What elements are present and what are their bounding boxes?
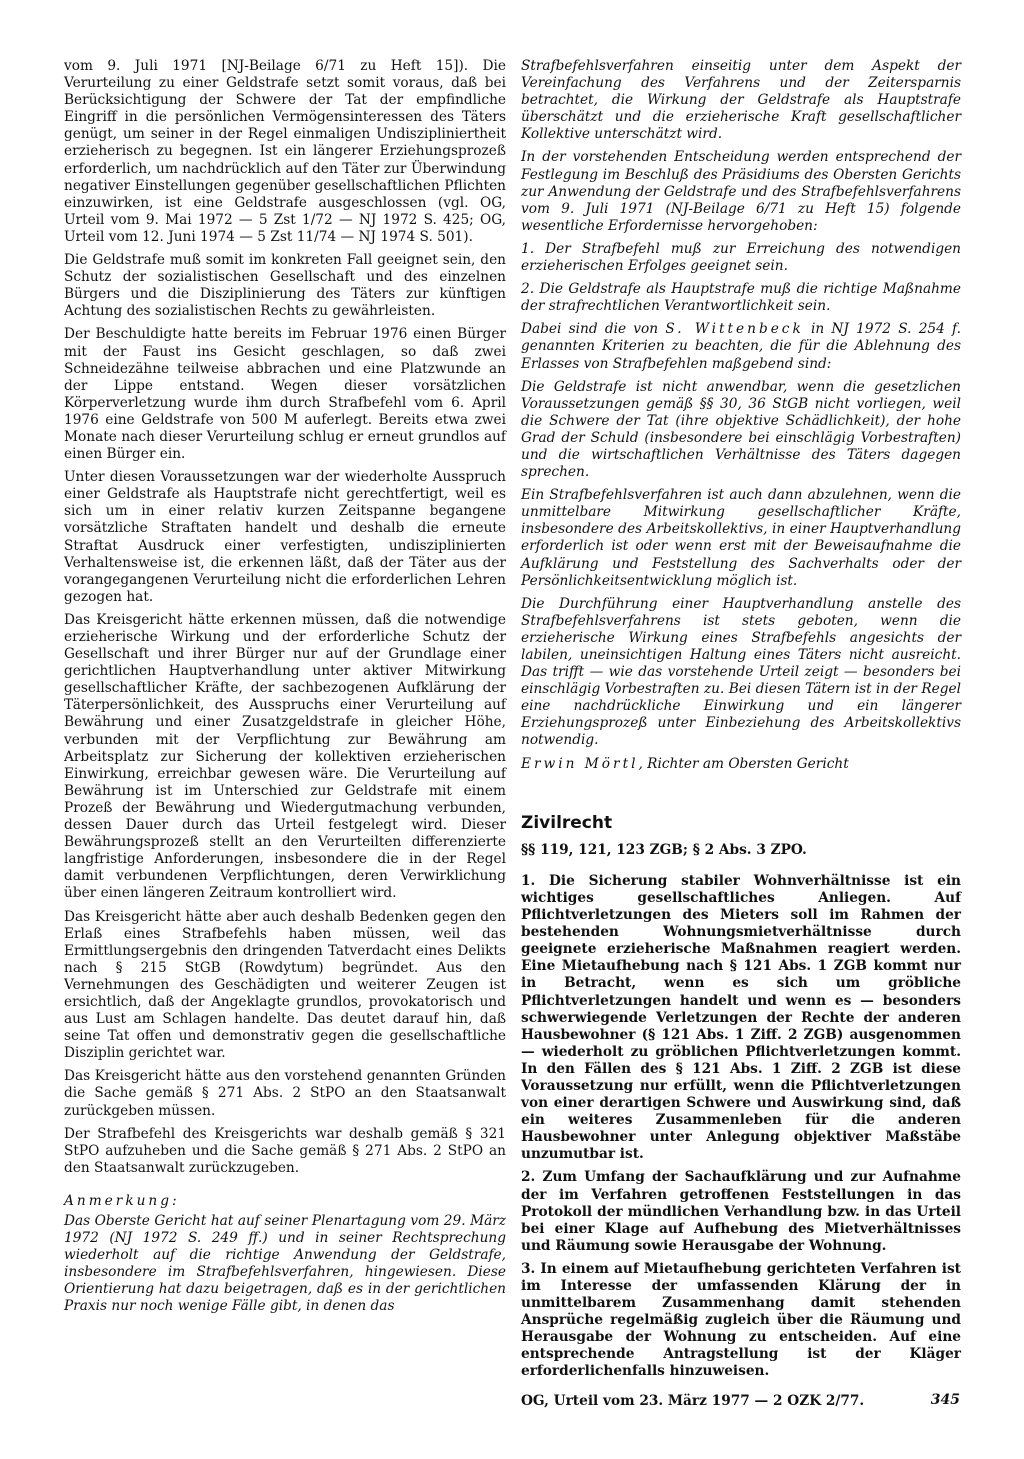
page-number: 345 (930, 1392, 960, 1408)
annotation-text: In der vorstehenden Entscheidung werden entsprechend der Festlegung im Beschluß des Präsidiums des Obersten Gerichts zur Anwendung der Geldstrafe und des Strafbefehlsverfahrens vom 9. Juli 1971 (NJ-Beilage 6/71 zu Heft 15) folgende wesentliche Erfordernisse hervorgehoben: (521, 149, 961, 234)
text-fragment: Dabei sind die von (521, 321, 666, 338)
paragraph: Unter diesen Voraussetzungen war der wiederholte Ausspruch einer Geldstrafe als Hauptstrafe nicht gerechtfertigt, weil es sich um in einer relativ kurzen Zeitspanne begangene vorsätzliche Straftaten handelt und deshalb die erneute Straftat Ausdruck einer verfestigten, undisziplinierten Verhaltensweise ist, die erkennen läßt, daß der Täter aus der vorangegangenen Verurteilung nicht die erforderlichen Lehren gezogen hat. (64, 469, 506, 605)
annotation-text: Das Oberste Gericht hat auf seiner Plenartagung vom 29. März 1972 (NJ 1972 S. 249 ff.) und in seiner Rechtsprechung wiederholt auf die richtige Anwendung der Geldstrafe, insbesondere im Strafbefehlsverfahren, hingewiesen. Diese Orientierung hat dazu beigetragen, daß es in der gerichtlichen Praxis nur noch wenige Fälle gibt, in denen das (64, 1213, 506, 1315)
paragraph: Die Geldstrafe muß somit im konkreten Fall geeignet sein, den Schutz der sozialistischen Gesellschaft und des einzelnen Bürgers und die Disziplinierung des Täters zur künftigen Achtung des sozialistischen Rechts zu gewährleisten. (64, 252, 506, 320)
headnote: 3. In einem auf Mietaufhebung gerichteten Verfahren ist im Interesse der umfassenden Klärung der in unmittelbarem Zusammenhang damit stehenden Ansprüche regelmäßig zugleich über die Räumung und Herausgabe der Wohnung zu entscheiden. Auf eine entsprechende Antragstellung ist der Kläger erforderlichenfalls hinzuweisen. (521, 1260, 961, 1380)
annotation-text: Die Durchführung einer Hauptverhandlung anstelle des Strafbefehlsverfahrens ist stets geboten, wenn die erzieherische Wirkung eines Strafbefehls angesichts der labilen, uneinsichtigen Haltung eines Täters nicht ausreicht. Das trifft — wie das vorstehende Urteil zeigt — besonders bei einschlägig Vorbestraften zu. Bei diesen Tätern ist in der Regel eine nachdrückliche Einwirkung und ein längerer Erziehungsprozeß unter Einbeziehung des Arbeitskollektivs notwendig. (521, 595, 961, 749)
annotation-text: Strafbefehlsverfahren einseitig unter dem Aspekt der Vereinfachung des Verfahrens und der Zeitersparnis betrachtet, die Wirkung der Geldstrafe als Hauptstrafe überschätzt und die erzieherische Kraft gesellschaftlicher Kollektive unterschätzt wird. (521, 58, 961, 143)
paragraph: Das Kreisgericht hätte erkennen müssen, daß die notwendige erzieherische Wirkung und der erforderliche Schutz der Gesellschaft und ihrer Bürger nur auf der Grundlage einer gerichtlichen Hauptverhandlung unter aktiver Mitwirkung gesellschaftlicher Kräfte, der sachbezogenen Aufklärung der Täterpersönlichkeit, des Ausspruchs einer Verurteilung auf Bewährung und einer Zusatzgeldstrafe in gleicher Höhe, verbunden mit der Verpflichtung zur Bewährung am Arbeitsplatz zur Sicherung der kollektiven erzieherischen Einwirkung, erreichbar gewesen wäre. Die Verurteilung auf Bewährung ist im Unterschied zur Geldstrafe mit einem Prozeß der Bewährung und Wiedergutmachung verbunden, dessen Dauer durch das Urteil festgelegt wird. Dieser Bewährungsprozeß stellt an den Verurteilten differenzierte langfristige Anforderungen, insbesondere die in der Regel damit verbundenen Verpflichtungen, deren Verwirklichung über einen längeren Zeitraum kontrolliert wird. (64, 611, 506, 902)
statute-references: §§ 119, 121, 123 ZGB; § 2 Abs. 3 ZPO. (521, 841, 807, 858)
section-title: Zivilrecht (521, 812, 613, 833)
text-fragment: in NJ 1972 S. 254 f. genannten Kriterien zu beachten, die für die Ablehnung des Erlasses von Strafbefehlen maßgebend sind: (521, 321, 961, 372)
headnote: 2. Zum Umfang der Sachaufklärung und zur Aufnahme der im Verfahren getroffenen Feststellungen in das Protokoll der mündlichen Verhandlung bzw. in das Urteil bei einer Klage auf Aufhebung des Mietverhältnisses und Räumung sowie Herausgabe der Wohnung. (521, 1169, 961, 1254)
headnote: 1. Die Sicherung stabiler Wohnverhältnisse ist ein wichtiges gesellschaftliches Anliegen. Auf Pflichtverletzungen des Mieters soll im Rahmen der bestehenden Wohnungsmietverhältnisse durch geeignete erzieherische Maßnahmen reagiert werden. Eine Mietaufhebung nach § 121 Abs. 1 ZGB kommt nur in Betracht, wenn es sich um gröbliche Pflichtverletzungen handelt und wenn es — besonders schwerwiegende Verletzungen der Rechte der anderen Hausbewohner (§ 121 Abs. 1 Ziff. 2 ZGB) ausgenommen — wiederholt zu gröblichen Pflichtverletzungen kommt. In den Fällen des § 121 Abs. 1 Ziff. 2 ZGB ist diese Voraussetzung nur erfüllt, wenn die Pflichtverletzungen von einer derartigen Schwere und Auswirkung sind, daß ein weiteres Zusammenleben für die anderen Hausbewohner unter Anlegung objektiver Maßstäbe unzumutbar ist. (521, 872, 961, 1163)
author-role: , Richter am Obersten Gericht (638, 755, 849, 772)
paragraph: vom 9. Juli 1971 [NJ-Beilage 6/71 zu Heft 15]). Die Verurteilung zu einer Geldstrafe setzt somit voraus, daß bei Berücksichtigung der Schwere der Tat der empfindliche Eingriff in die persönlichen Vermögensinteressen des Täters genügt, um seiner in der Regel einmaligen Undiszipliniertheit erzieherisch zu begegnen. Ist ein längerer Erziehungsprozeß erforderlich, um nachdrücklich auf den Täter zur Überwindung negativer Einstellungen gegenüber gesellschaftlichen Pflichten einzuwirken, ist eine Geldstrafe ausgeschlossen (vgl. OG, Urteil vom 9. Mai 1972 — 5 Zst 1/72 — NJ 1972 S. 425; OG, Urteil vom 12. Juni 1974 — 5 Zst 11/74 — NJ 1974 S. 501). (64, 58, 506, 245)
annotation-text: Ein Strafbefehlsverfahren ist auch dann abzulehnen, wenn die unmittelbare Mitwirkung gesellschaftlicher Kräfte, insbesondere des Arbeitskollektivs, in einer Hauptverhandlung erforderlich ist oder wenn erst mit der Beweisaufnahme die Aufklärung und Feststellung des Sachverhalts oder der Persönlichkeitsentwicklung möglich ist. (521, 487, 961, 589)
paragraph: Der Strafbefehl des Kreisgerichts war deshalb gemäß § 321 StPO aufzuheben und die Sache gemäß § 271 Abs. 2 StPO an den Staatsanwalt zurückzugeben. (64, 1125, 506, 1176)
paragraph: Das Kreisgericht hätte aus den vorstehend genannten Gründen die Sache gemäß § 271 Abs. 2 StPO an den Staatsanwalt zurückgeben müssen. (64, 1068, 506, 1119)
left-column (64, 58, 506, 1322)
annotation-point: 2. Die Geldstrafe als Hauptstrafe muß die richtige Maßnahme der strafrechtlichen Verantwortlichkeit sein. (521, 281, 961, 315)
right-column (521, 58, 961, 1416)
case-citation: OG, Urteil vom 23. März 1977 — 2 OZK 2/77. (521, 1392, 865, 1409)
author-signature (521, 756, 961, 773)
paragraph: Das Kreisgericht hätte aber auch deshalb Bedenken gegen den Erlaß eines Strafbefehls haben müssen, weil das Ermittlungsergebnis den dringenden Tatverdacht eines Delikts nach § 215 StGB (Rowdytum) begründet. Aus den Vernehmungen des Geschädigten und weiterer Zeugen ist ersichtlich, daß der Angeklagte grundlos, provokatorisch und aus Lust am Schlagen handelte. Das deutet darauf hin, daß seine Tat offen und demonstrativ gegen die gesellschaftliche Disziplin gerichtet war. (64, 908, 506, 1062)
annotation-text: Die Geldstrafe ist nicht anwendbar, wenn die gesetzlichen Voraussetzungen gemäß §§ 30, 36 StGB nicht vorliegen, weil die Schwere der Tat (ihre objektive Schädlichkeit), der hohe Grad der Schuld (insbesondere bei einschlägig Vorbestraften) und die wirtschaftlichen Verhältnisse des Täters dagegen sprechen. (521, 378, 961, 481)
cited-author: S. Wittenbeck (665, 321, 804, 338)
annotation-heading: Anmerkung: (64, 1192, 180, 1209)
annotation-text (521, 321, 961, 372)
annotation-point: 1. Der Strafbefehl muß zur Erreichung des notwendigen erzieherischen Erfolges geeignet sein. (521, 240, 961, 275)
paragraph: Der Beschuldigte hatte bereits im Februar 1976 einen Bürger mit der Faust ins Gesicht geschlagen, so daß zwei Schneidezähne teilweise abbrachen und eine Platzwunde an der Lippe entstand. Wegen dieser vorsätzlichen Körperverletzung wurde ihm durch Strafbefehl vom 6. April 1976 eine Geldstrafe von 500 M auferlegt. Bereits etwa zwei Monate nach dieser Verurteilung schlug er erneut grundlos auf einen Bürger ein. (64, 326, 506, 463)
author-name: Erwin Mörtl (521, 755, 639, 772)
